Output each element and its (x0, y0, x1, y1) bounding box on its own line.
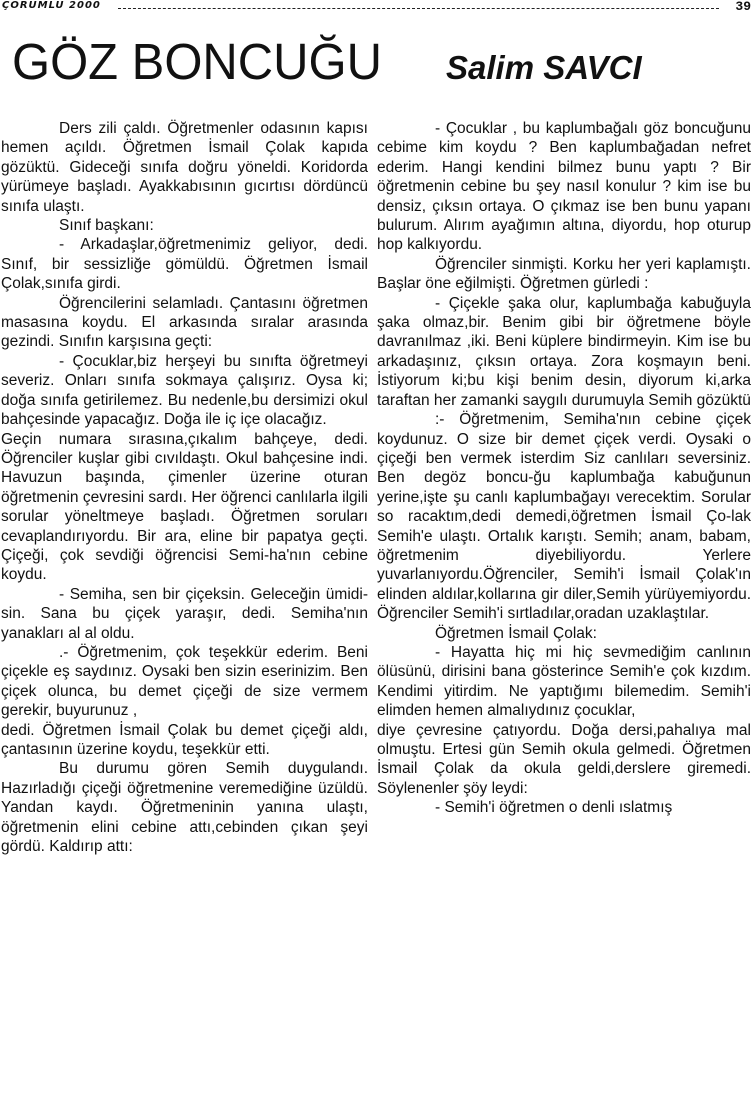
paragraph: Sınıf başkanı: (59, 217, 154, 235)
paragraph: - Çocuklar , bu kaplumbağalı göz boncuğunu cebime kim koydu ? Ben kaplumbağadan nefret ederim. Hangi kendini bilmez bunu yaptı ? Bir öğretmenin cebine bu şey nasıl konulur ? kim ise bu densiz, çıksın ortaya. O çıkmaz ise ben bunu yapanı bulurum. Alırım ayağımın altına, diyordu, hop oturup hop kalkıyordu. (377, 120, 751, 254)
paragraph: - Semiha, sen bir çiçeksin. Geleceğin ümidi-sin. Sana bu çiçek yaraşır, dedi. Semiha'nın yanakları al al oldu. (1, 585, 368, 642)
paragraph: Öğretmen İsmail Çolak: (435, 624, 597, 642)
paragraph: - Hayatta hiç mi hiç sevmediğim canlının ölüsünü, dirisini bana gösterince Semih'e çok kızdım. Kendimi yitirdim. Ne yaptığımı bilemedim. Semih'i elimden hemen almalıydınız çocuklar, (377, 643, 751, 720)
paragraph: Ders zili çaldı. Öğretmenler odasının kapısı hemen açıldı. Öğretmen İsmail Çolak kapıda gözüktü. Gideceği sınıfa doğru yöneldi. Koridorda yürümeye başladı. Ayakkabısının gıcırtısı dördüncü sınıfa ulaştı. (1, 120, 368, 215)
paragraph: diye çevresine çatıyordu. Doğa dersi,pahalıya mal olmuştu. Ertesi gün Semih okula gelmedi. Öğretmen İsmail Çolak da okula geldi,derslere giremedi. Söylenenler şöy leydi: (377, 721, 751, 797)
left-column (1, 119, 368, 856)
article-title: GÖZ BONCUĞU (12, 33, 382, 90)
page-number: 39 (735, 0, 751, 14)
paragraph: .- Öğretmenim, çok teşekkür ederim. Beni çiçekle eş saydınız. Oysaki ben sizin eserinizim. Ben çiçek olunca, bu demet çiçeği de size vermem gerekir, buyurunuz , (1, 643, 368, 720)
article-author: Salim SAVCI (446, 49, 642, 86)
page-header (0, 0, 753, 16)
paragraph: Öğrenciler sinmişti. Korku her yeri kaplamıştı. Başlar öne eğilmişti. Öğretmen gürledi : (377, 255, 751, 293)
header-rule (118, 8, 719, 9)
paragraph: - Çiçekle şaka olur, kaplumbağa kabuğuyla şaka olmaz,bir. Benim gibi bir öğretmene böyle davranılmaz ,iki. Beni küplere bindirmeyin. Kim ise bu arkadaşınız, çıksın ortaya. Zora koşmayın beni. İstiyorum ki;bu kişi benim desin, diyorum ki,arka taraftan her zamanki saygılı durumuyla Semih gözüktü (377, 294, 751, 409)
paragraph: - Semih'i öğretmen o denli ıslatmış (435, 799, 673, 817)
paragraph: - Çocuklar,biz herşeyi bu sınıfta öğretmeyi severiz. Onları sınıfa sokmaya çalışırız. Oysa ki; doğa sınıfa getirilemez. Bu nedenle,bu dersimizi okul bahçesinde yapacağız. Doğa ile iç içe olacağız. (1, 352, 368, 429)
paragraph: Geçin numara sırasına,çıkalım bahçeye, dedi. Öğrenciler kuşlar gibi cıvıldaştı. Okul bahçesine indi. Havuzun başında, çimenler üzerine oturan öğretmenin çevresini sardı. Her öğrenci canlılarla ilgili sorular yöneltmeye başladı. Öğretmen soruları cevaplandırıyordu. Bir ara, eline bir papatya geçti. Çiçeği, çok sevdiği öğrencisi Semi-ha'nın cebine koydu. (1, 430, 368, 584)
paragraph: :- Öğretmenim, Semiha'nın cebine çiçek koydunuz. O size bir demet çiçek verdi. Oysaki o çiçeği ben vermek isterdim Siz canlıları seversiniz. Ben degöz boncu-ğu kaplumbağa kabuğunun yerine,işte şu canlı kaplumbağayı verecektim. Sorular so racaktım,dedi demedi,öğretmen İsmail Ço-lak Semih'e ulaştı. Ortalık karıştı. Semih; anam, babam, öğretmenim diyebiliyordu. Yerlere yuvarlanıyordu.Öğrenciler, Semih'i İsmail Çolak'ın elinden aldılar,kollarına gir diler,Semih yürüyemiyordu. Öğrenciler Semih'i sırtladılar,oradan uzaklaştılar. (377, 411, 751, 623)
paragraph: Bu durumu gören Semih duygulandı. Hazırladığı çiçeği öğretmenine veremediğine üzüldü. Yandan kaydı. Öğretmeninin yanına ulaştı, öğretmenin elini cebine attı,cebinden çıkan şeyi gördü. Kaldırıp attı: (1, 760, 368, 856)
paragraph: dedi. Öğretmen İsmail Çolak bu demet çiçeği aldı, çantasının üzerine koydu, teşekkür etti. (1, 721, 368, 758)
publication-name: ÇORUMLU 2000 (2, 0, 101, 11)
paragraph: - Arkadaşlar,öğretmenimiz geliyor, dedi. Sınıf, bir sessizliğe gömüldü. Öğretmen İsmail Çolak,sınıfa girdi. (1, 236, 368, 293)
paragraph: Öğrencilerini selamladı. Çantasını öğretmen masasına koydu. El arkasında sıralar arasında gezindi. Sınıfın karşısına geçti: (1, 294, 368, 351)
right-column (377, 119, 751, 818)
